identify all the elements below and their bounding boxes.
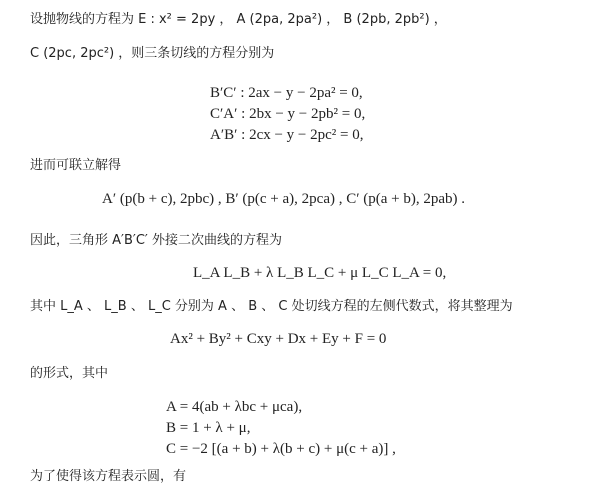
form-text: 的形式，其中 [30,366,109,381]
intersection-points: A′ (p(b + c), 2pbc) , B′ (p(c + a), 2pca) , C′ (p(a + b), 2pab) . [102,191,466,207]
circle-condition-text: 为了使得该方程表示圆，有 [30,469,187,484]
therefore-text: 因此，三角形 A′B′C′ 外接二次曲线的方程为 [30,233,283,248]
tangent-equation-ab: A′B′ : 2cx − y − 2pc² = 0, [210,127,364,143]
where-text: 其中 L_A 、 L_B 、 L_C 分别为 A 、 B 、 C 处切线方程的左侧代数式，将其整理为 [30,299,513,314]
coefficient-c: C = −2 [(a + b) + λ(b + c) + μ(c + a)] , [166,441,396,457]
coefficient-a: A = 4(ab + λbc + μca), [166,399,303,415]
solve-text: 进而可联立解得 [30,158,122,173]
coefficient-b: B = 1 + λ + μ, [166,420,251,436]
tangent-equation-ca: C′A′ : 2bx − y − 2pb² = 0, [210,106,366,122]
conic-equation: L_A L_B + λ L_B L_C + μ L_C L_A = 0, [193,265,447,281]
intro-line-1: 设抛物线的方程为 E : x² = 2py ， A (2pa, 2pa²) ， B (2pb, 2pb²) ， [30,12,447,27]
general-form-equation: Ax² + By² + Cxy + Dx + Ey + F = 0 [170,331,387,347]
tangent-equation-bc: B′C′ : 2ax − y − 2pa² = 0, [210,85,363,101]
intro-line-2: C (2pc, 2pc²) ，则三条切线的方程分别为 [30,46,275,61]
